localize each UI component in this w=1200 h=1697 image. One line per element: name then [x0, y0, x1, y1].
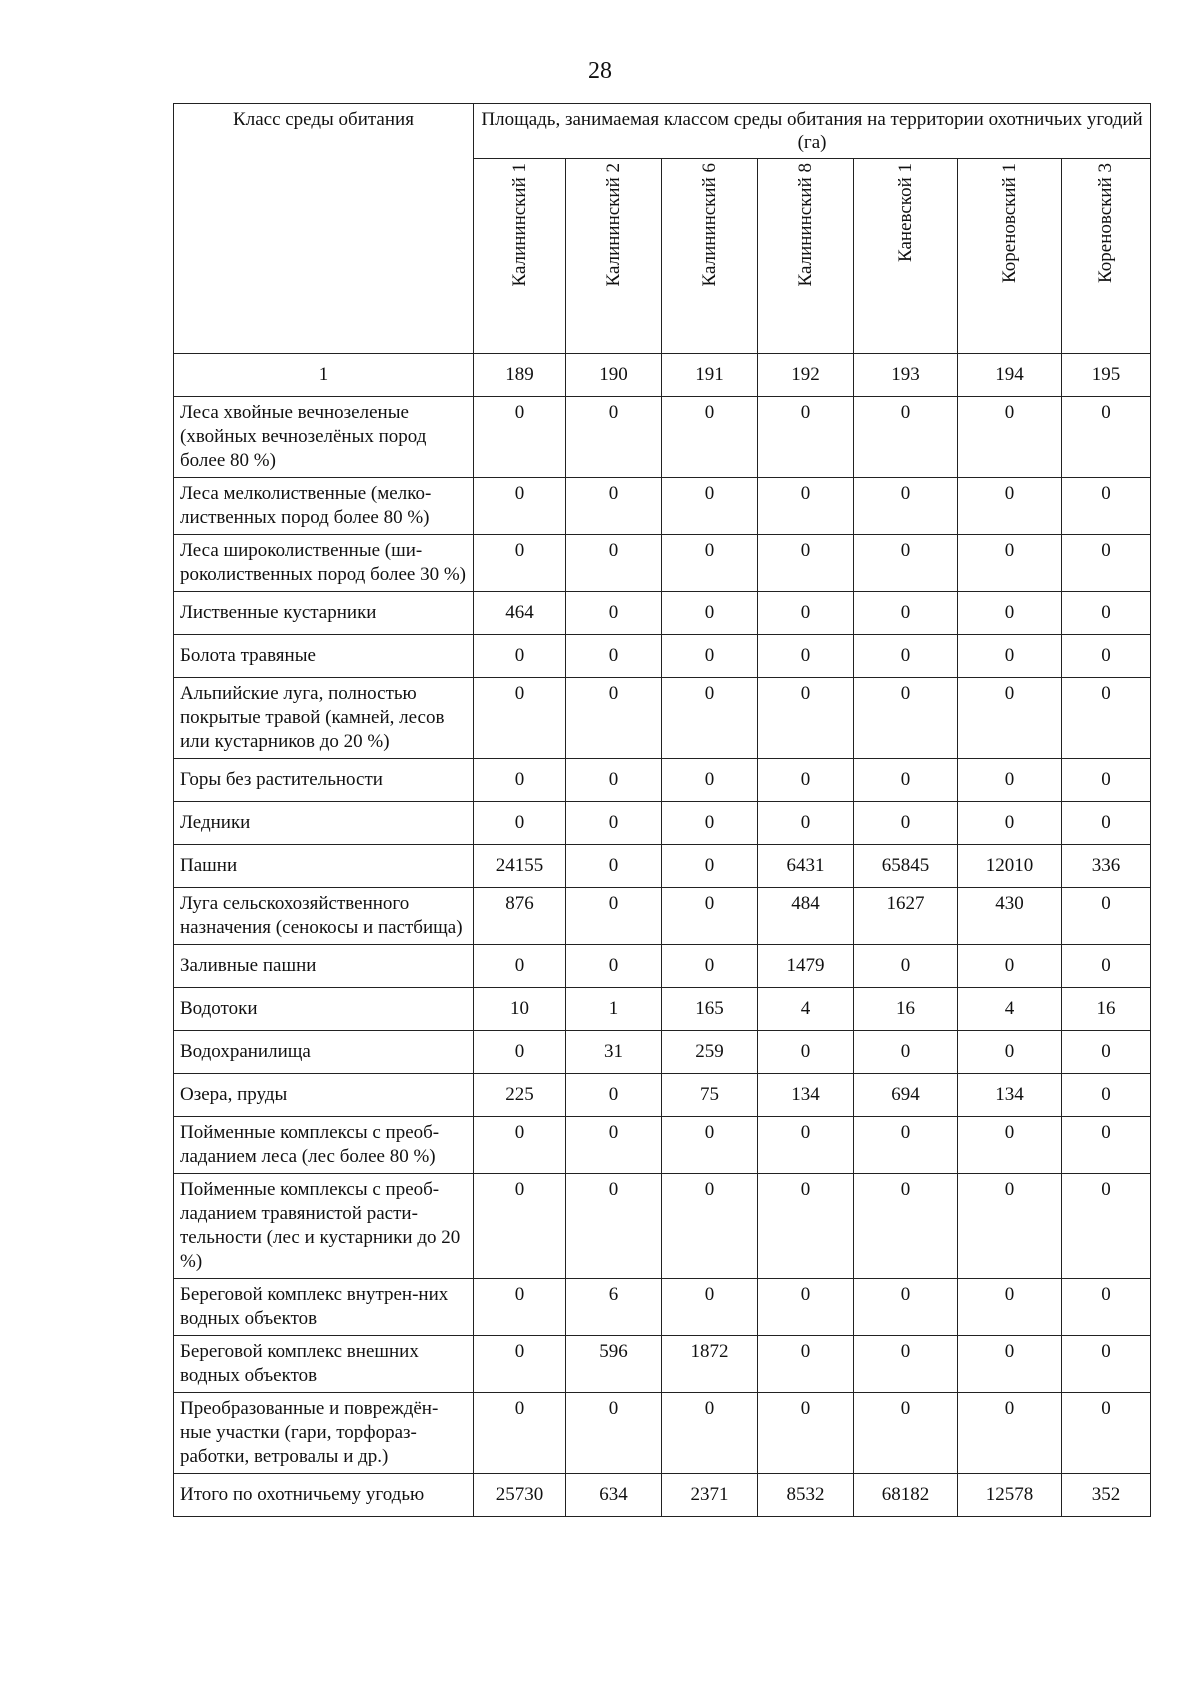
area-value-cell: 0: [662, 397, 758, 478]
area-value-cell: 10: [474, 988, 566, 1031]
table-row: [174, 1393, 1151, 1474]
area-value-cell: 0: [958, 1279, 1062, 1336]
area-value-cell: 430: [958, 888, 1062, 945]
column-number-cell: 189: [474, 354, 566, 397]
area-value-cell: 0: [566, 635, 662, 678]
area-value-cell: 31: [566, 1031, 662, 1074]
area-value-cell: 0: [662, 478, 758, 535]
area-value-cell: 0: [758, 802, 854, 845]
area-value-cell: 24155: [474, 845, 566, 888]
area-value-cell: 134: [758, 1074, 854, 1117]
area-value-cell: 0: [662, 1174, 758, 1279]
area-value-cell: 0: [854, 1393, 958, 1474]
area-value-cell: 0: [958, 1031, 1062, 1074]
area-value-cell: 0: [566, 478, 662, 535]
area-value-cell: 0: [958, 535, 1062, 592]
column-number-cell: 194: [958, 354, 1062, 397]
habitat-class-name: Береговой комплекс внешних водных объектов: [174, 1336, 474, 1393]
area-value-cell: 0: [662, 945, 758, 988]
column-number-cell: 193: [854, 354, 958, 397]
area-value-cell: 0: [474, 1336, 566, 1393]
area-value-cell: 0: [958, 945, 1062, 988]
area-value-cell: 0: [566, 678, 662, 759]
area-value-cell: 0: [1062, 1174, 1151, 1279]
area-value-cell: 1872: [662, 1336, 758, 1393]
column-number-cell: 192: [758, 354, 854, 397]
area-value-cell: 0: [758, 592, 854, 635]
area-value-cell: 0: [662, 635, 758, 678]
habitat-class-name: Пойменные комплексы с преоб-ладанием леса (лес более 80 %): [174, 1117, 474, 1174]
hunting-ground-column-header: [854, 159, 958, 354]
habitat-class-name: Водотоки: [174, 988, 474, 1031]
column-numbering-row: [174, 354, 1151, 397]
area-value-cell: 0: [566, 759, 662, 802]
area-value-cell: 16: [854, 988, 958, 1031]
hunting-ground-column-header: [474, 159, 566, 354]
area-value-cell: 0: [566, 1117, 662, 1174]
hunting-ground-name: Калининский 1: [508, 163, 530, 287]
area-value-cell: 0: [474, 535, 566, 592]
area-value-cell: 0: [958, 1117, 1062, 1174]
area-value-cell: 1627: [854, 888, 958, 945]
habitat-class-name: Болота травяные: [174, 635, 474, 678]
habitat-class-name: Пашни: [174, 845, 474, 888]
area-value-cell: 0: [1062, 535, 1151, 592]
area-value-cell: 0: [758, 1031, 854, 1074]
area-value-cell: 0: [1062, 802, 1151, 845]
area-value-cell: 0: [854, 759, 958, 802]
area-value-cell: 0: [474, 478, 566, 535]
area-value-cell: 0: [566, 802, 662, 845]
area-value-cell: 0: [662, 802, 758, 845]
area-value-cell: 0: [1062, 1074, 1151, 1117]
table-row: [174, 802, 1151, 845]
habitat-class-name: Горы без растительности: [174, 759, 474, 802]
table-row: [174, 888, 1151, 945]
table-row: [174, 397, 1151, 478]
table-body: [174, 354, 1151, 1517]
page-number: 28: [588, 58, 612, 84]
hunting-ground-column-header: [758, 159, 854, 354]
area-value-cell: 0: [958, 635, 1062, 678]
habitat-class-name: Заливные пашни: [174, 945, 474, 988]
area-value-cell: 0: [474, 1117, 566, 1174]
area-value-cell: 0: [854, 802, 958, 845]
area-value-cell: 0: [958, 1393, 1062, 1474]
table-row: [174, 1174, 1151, 1279]
area-value-cell: 12010: [958, 845, 1062, 888]
area-value-cell: 225: [474, 1074, 566, 1117]
area-value-cell: 0: [958, 678, 1062, 759]
area-value-cell: 0: [566, 1074, 662, 1117]
area-group-header: Площадь, занимаемая классом среды обитания на территории охотничьих угодий (га): [474, 104, 1151, 159]
area-value-cell: 0: [854, 1117, 958, 1174]
area-value-cell: 0: [566, 888, 662, 945]
hunting-ground-column-header: [662, 159, 758, 354]
area-value-cell: 0: [958, 759, 1062, 802]
area-value-cell: 0: [566, 397, 662, 478]
area-value-cell: 0: [758, 1117, 854, 1174]
area-value-cell: 0: [474, 945, 566, 988]
area-value-cell: 0: [474, 678, 566, 759]
area-value-cell: 0: [474, 397, 566, 478]
area-value-cell: 0: [758, 678, 854, 759]
column-number-cell: 1: [174, 354, 474, 397]
area-value-cell: 68182: [854, 1474, 958, 1517]
table-row: [174, 1117, 1151, 1174]
area-value-cell: 596: [566, 1336, 662, 1393]
area-value-cell: 0: [958, 1174, 1062, 1279]
hunting-ground-name: Калининский 6: [698, 163, 720, 287]
area-value-cell: 0: [854, 1031, 958, 1074]
table-row: [174, 945, 1151, 988]
area-value-cell: 0: [566, 1393, 662, 1474]
area-value-cell: 0: [474, 1393, 566, 1474]
area-value-cell: 25730: [474, 1474, 566, 1517]
area-value-cell: 0: [566, 1174, 662, 1279]
area-value-cell: 4: [958, 988, 1062, 1031]
area-value-cell: 0: [662, 678, 758, 759]
area-value-cell: 165: [662, 988, 758, 1031]
area-value-cell: 0: [566, 845, 662, 888]
area-value-cell: 0: [1062, 1117, 1151, 1174]
area-value-cell: 0: [958, 1336, 1062, 1393]
area-value-cell: 0: [1062, 592, 1151, 635]
area-value-cell: 0: [474, 1031, 566, 1074]
area-value-cell: 0: [1062, 945, 1151, 988]
column-number-cell: 190: [566, 354, 662, 397]
hunting-ground-name: Каневской 1: [894, 163, 916, 262]
area-value-cell: 0: [758, 635, 854, 678]
area-value-cell: 12578: [958, 1474, 1062, 1517]
area-value-cell: 0: [662, 1279, 758, 1336]
area-value-cell: 4: [758, 988, 854, 1031]
area-value-cell: 2371: [662, 1474, 758, 1517]
hunting-ground-name: Калининский 2: [602, 163, 624, 287]
table-row: [174, 1031, 1151, 1074]
area-value-cell: 0: [1062, 1336, 1151, 1393]
hunting-ground-column-header: [566, 159, 662, 354]
area-value-cell: 0: [662, 845, 758, 888]
area-value-cell: 0: [958, 802, 1062, 845]
area-value-cell: 694: [854, 1074, 958, 1117]
area-value-cell: 75: [662, 1074, 758, 1117]
table-row: [174, 845, 1151, 888]
area-value-cell: 634: [566, 1474, 662, 1517]
table-row: [174, 635, 1151, 678]
area-value-cell: 0: [854, 1174, 958, 1279]
area-value-cell: 0: [566, 592, 662, 635]
area-value-cell: 0: [1062, 678, 1151, 759]
area-value-cell: 0: [1062, 635, 1151, 678]
habitat-class-name: Леса хвойные вечнозеленые (хвойных вечнозелёных пород более 80 %): [174, 397, 474, 478]
area-value-cell: 259: [662, 1031, 758, 1074]
hunting-ground-name: Кореновский 3: [1095, 163, 1117, 283]
habitat-class-name: Водохранилища: [174, 1031, 474, 1074]
table-row: [174, 535, 1151, 592]
area-value-cell: 134: [958, 1074, 1062, 1117]
habitat-class-name: Озера, пруды: [174, 1074, 474, 1117]
area-value-cell: 0: [1062, 1393, 1151, 1474]
area-value-cell: 6431: [758, 845, 854, 888]
habitat-class-name: Луга сельскохозяйственного назначения (сенокосы и пастбища): [174, 888, 474, 945]
area-value-cell: 0: [854, 478, 958, 535]
area-value-cell: 65845: [854, 845, 958, 888]
hunting-ground-column-header: [1062, 159, 1151, 354]
area-value-cell: 0: [854, 678, 958, 759]
area-value-cell: 0: [662, 1393, 758, 1474]
area-value-cell: 0: [474, 1279, 566, 1336]
area-value-cell: 1479: [758, 945, 854, 988]
area-value-cell: 0: [758, 1279, 854, 1336]
habitat-class-name: Пойменные комплексы с преоб-ладанием травянистой расти-тельности (лес и кустарники до 20 %): [174, 1174, 474, 1279]
column-number-cell: 191: [662, 354, 758, 397]
area-value-cell: 0: [958, 592, 1062, 635]
table-row: [174, 988, 1151, 1031]
habitat-class-name: Итого по охотничьему угодью: [174, 1474, 474, 1517]
area-value-cell: 0: [854, 945, 958, 988]
area-value-cell: 336: [1062, 845, 1151, 888]
area-value-cell: 0: [758, 1336, 854, 1393]
area-value-cell: 0: [758, 1393, 854, 1474]
area-value-cell: 0: [566, 945, 662, 988]
area-value-cell: 0: [758, 759, 854, 802]
table-row: [174, 478, 1151, 535]
area-value-cell: 0: [474, 759, 566, 802]
habitat-class-name: Ледники: [174, 802, 474, 845]
habitat-area-table: [173, 103, 1151, 1517]
area-value-cell: 0: [958, 397, 1062, 478]
area-value-cell: 0: [854, 635, 958, 678]
area-value-cell: 0: [958, 478, 1062, 535]
column-number-cell: 195: [1062, 354, 1151, 397]
area-value-cell: 0: [758, 397, 854, 478]
area-value-cell: 0: [854, 397, 958, 478]
area-value-cell: 16: [1062, 988, 1151, 1031]
habitat-class-name: Преобразованные и повреждён-ные участки (гари, торфораз-работки, ветровалы и др.): [174, 1393, 474, 1474]
habitat-class-name: Леса мелколиственные (мелко-лиственных пород более 80 %): [174, 478, 474, 535]
habitat-class-name: Леса широколиственные (ши-роколиственных пород более 30 %): [174, 535, 474, 592]
area-value-cell: 0: [758, 478, 854, 535]
class-column-header: Класс среды обитания: [174, 104, 474, 354]
area-value-cell: 0: [854, 535, 958, 592]
area-value-cell: 0: [662, 1117, 758, 1174]
habitat-class-name: Альпийские луга, полностью покрытые травой (камней, лесов или кустарников до 20 %): [174, 678, 474, 759]
area-value-cell: 0: [854, 1336, 958, 1393]
area-value-cell: 0: [1062, 1031, 1151, 1074]
table-row: [174, 759, 1151, 802]
area-value-cell: 0: [1062, 397, 1151, 478]
area-value-cell: 876: [474, 888, 566, 945]
area-value-cell: 0: [1062, 888, 1151, 945]
area-value-cell: 0: [1062, 759, 1151, 802]
area-value-cell: 1: [566, 988, 662, 1031]
total-row: [174, 1474, 1151, 1517]
area-value-cell: 0: [662, 888, 758, 945]
area-value-cell: 484: [758, 888, 854, 945]
table-row: [174, 678, 1151, 759]
table-row: [174, 1074, 1151, 1117]
area-value-cell: 0: [662, 592, 758, 635]
area-value-cell: 0: [662, 759, 758, 802]
hunting-ground-name: Кореновский 1: [998, 163, 1020, 283]
hunting-ground-name: Калининский 8: [794, 163, 816, 287]
table-row: [174, 592, 1151, 635]
area-value-cell: 0: [474, 802, 566, 845]
area-value-cell: 0: [854, 592, 958, 635]
area-value-cell: 0: [854, 1279, 958, 1336]
area-value-cell: 0: [758, 535, 854, 592]
area-value-cell: 0: [758, 1174, 854, 1279]
habitat-class-name: Береговой комплекс внутрен-них водных объектов: [174, 1279, 474, 1336]
area-value-cell: 0: [1062, 1279, 1151, 1336]
area-value-cell: 0: [662, 535, 758, 592]
habitat-class-name: Лиственные кустарники: [174, 592, 474, 635]
table-row: [174, 1279, 1151, 1336]
area-value-cell: 0: [474, 635, 566, 678]
table-row: [174, 1336, 1151, 1393]
area-value-cell: 352: [1062, 1474, 1151, 1517]
area-value-cell: 0: [566, 535, 662, 592]
area-value-cell: 6: [566, 1279, 662, 1336]
hunting-ground-column-header: [958, 159, 1062, 354]
area-value-cell: 464: [474, 592, 566, 635]
area-value-cell: 8532: [758, 1474, 854, 1517]
area-value-cell: 0: [474, 1174, 566, 1279]
area-value-cell: 0: [1062, 478, 1151, 535]
